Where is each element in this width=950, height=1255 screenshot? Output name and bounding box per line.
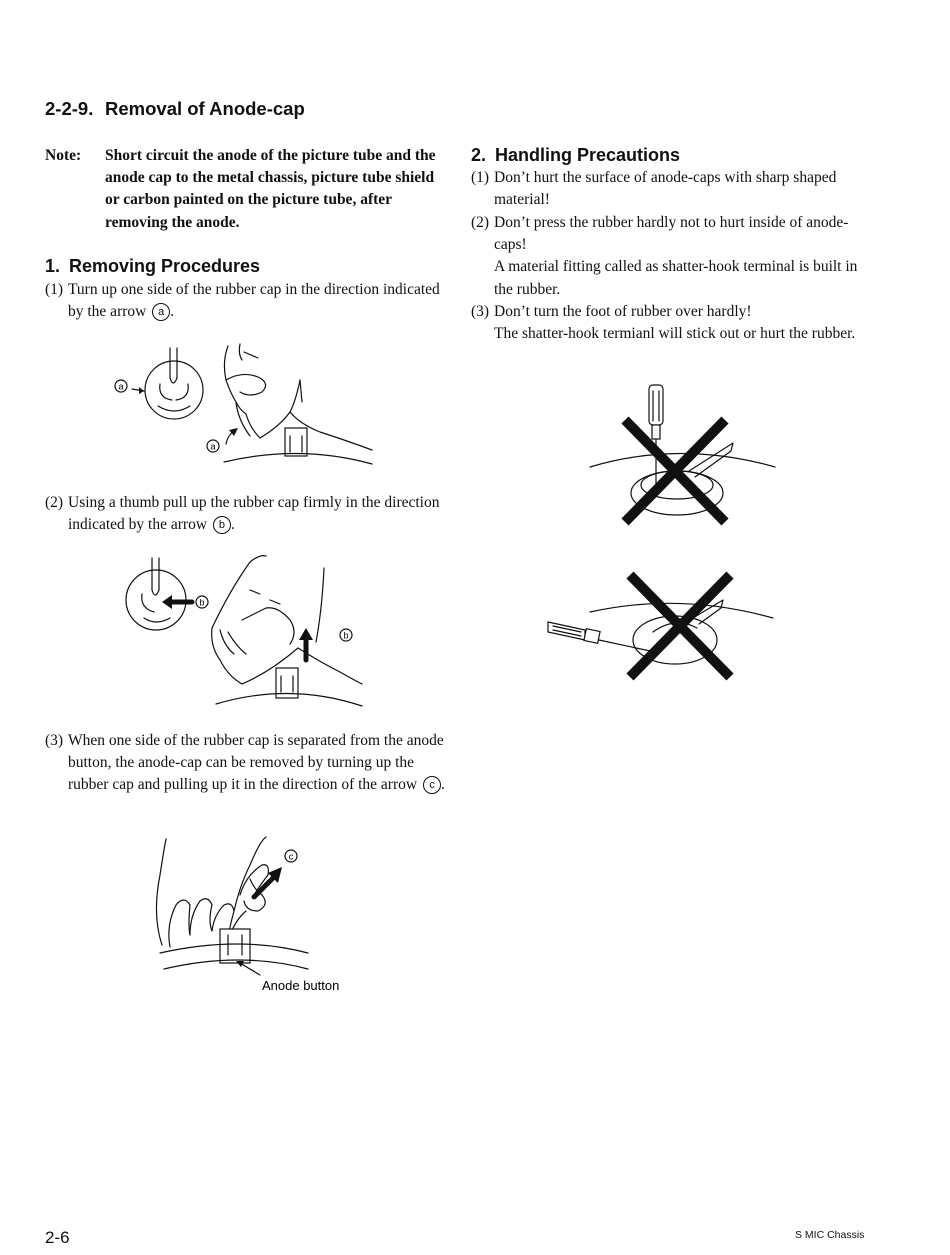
- heading-text: Handling Precautions: [495, 145, 681, 165]
- removing-procedures-heading: [45, 256, 260, 277]
- section-title-text: Removal of Anode-cap: [105, 98, 305, 119]
- anode-button: [220, 929, 250, 963]
- marker-b-icon: b: [213, 516, 231, 534]
- hand-removing-cap: [156, 837, 268, 947]
- item-text: A material fitting called as shatter-hook terminal is built in the rubber.: [494, 258, 858, 298]
- anode-button-label: Anode button: [262, 978, 340, 993]
- step-text: Using a thumb pull up the rubber cap firmly in the direction indicated by the arrow: [68, 494, 440, 534]
- handling-item-3: [471, 301, 876, 345]
- svg-text:c: c: [288, 851, 294, 862]
- item-text: Don’t hurt the surface of anode-caps with sharp shaped material!: [494, 169, 837, 209]
- marker-a-icon: a: [152, 303, 170, 321]
- hand-pulling-cap: [212, 556, 362, 684]
- item-text: The shatter-hook termianl will stick out or hurt the rubber.: [494, 325, 856, 343]
- svg-text:b: b: [343, 630, 349, 641]
- item-number: (3): [471, 303, 490, 320]
- svg-text:a: a: [210, 441, 216, 452]
- handling-precautions-heading: [471, 145, 680, 166]
- anode-cap-top-view: [132, 348, 203, 419]
- arrow-b-icon: [299, 628, 313, 640]
- section-title: [45, 98, 305, 120]
- section-number: 2-2-9.: [45, 98, 94, 119]
- removing-step-2: (2) Using a thumb pull up the rubber cap firmly in the direction indicated by the arrow b .: [45, 494, 440, 534]
- figure-remove-anode-cap: [150, 835, 360, 1000]
- step-text: When one side of the rubber cap is separated from the anode button, the anode-cap can be removed by turning up the rubber cap and pulling up it in the direction of the arrow: [68, 732, 444, 794]
- figure-do-not-pry-from-side: [545, 570, 780, 685]
- svg-text:b: b: [199, 597, 205, 608]
- removing-step-1: (1) Turn up one side of the rubber cap in the direction indicated by the arrow a .: [45, 281, 440, 321]
- figure-pull-up-rubber-cap: [120, 550, 370, 710]
- chassis-name: S MIC Chassis: [795, 1229, 865, 1241]
- heading-text: Removing Procedures: [69, 256, 261, 276]
- item-number: (2): [471, 214, 490, 231]
- step-text: Turn up one side of the rubber cap in the direction indicated by the arrow: [68, 281, 440, 321]
- note-label: Note:: [45, 147, 82, 164]
- anode-button: [285, 428, 307, 456]
- removing-step-3: (3) When one side of the rubber cap is separated from the anode button, the anode-cap can be removed by turning up the rubber cap and pulling up it in the direction of the arrow c .: [45, 732, 445, 794]
- handling-item-2: [471, 212, 876, 301]
- figure-turn-up-rubber-cap: [110, 340, 380, 470]
- note-text: Short circuit the anode of the picture tube and the anode cap to the metal chassis, picture tube shield or carbon painted on the picture tube, after removing the anode.: [105, 147, 436, 231]
- screwdriver-icon: [548, 622, 585, 640]
- page-number: 2-6: [45, 1228, 70, 1247]
- screwdriver-icon: [649, 385, 663, 425]
- anode-cap-top-view: [126, 558, 192, 630]
- figure-do-not-press-from-above: [585, 385, 780, 530]
- heading-number: 2.: [471, 145, 487, 165]
- step-number: (2): [45, 494, 64, 511]
- item-number: (1): [471, 169, 490, 186]
- handling-item-1: [471, 167, 876, 211]
- marker-a-label: a: [118, 381, 124, 392]
- marker-c-icon: c: [423, 776, 441, 794]
- item-text: Don’t press the rubber hardly not to hurt inside of anode-caps!: [494, 214, 849, 254]
- item-text: Don’t turn the foot of rubber over hardly!: [494, 303, 752, 320]
- heading-number: 1.: [45, 256, 61, 276]
- step-number: (3): [45, 732, 64, 749]
- step-number: (1): [45, 281, 64, 298]
